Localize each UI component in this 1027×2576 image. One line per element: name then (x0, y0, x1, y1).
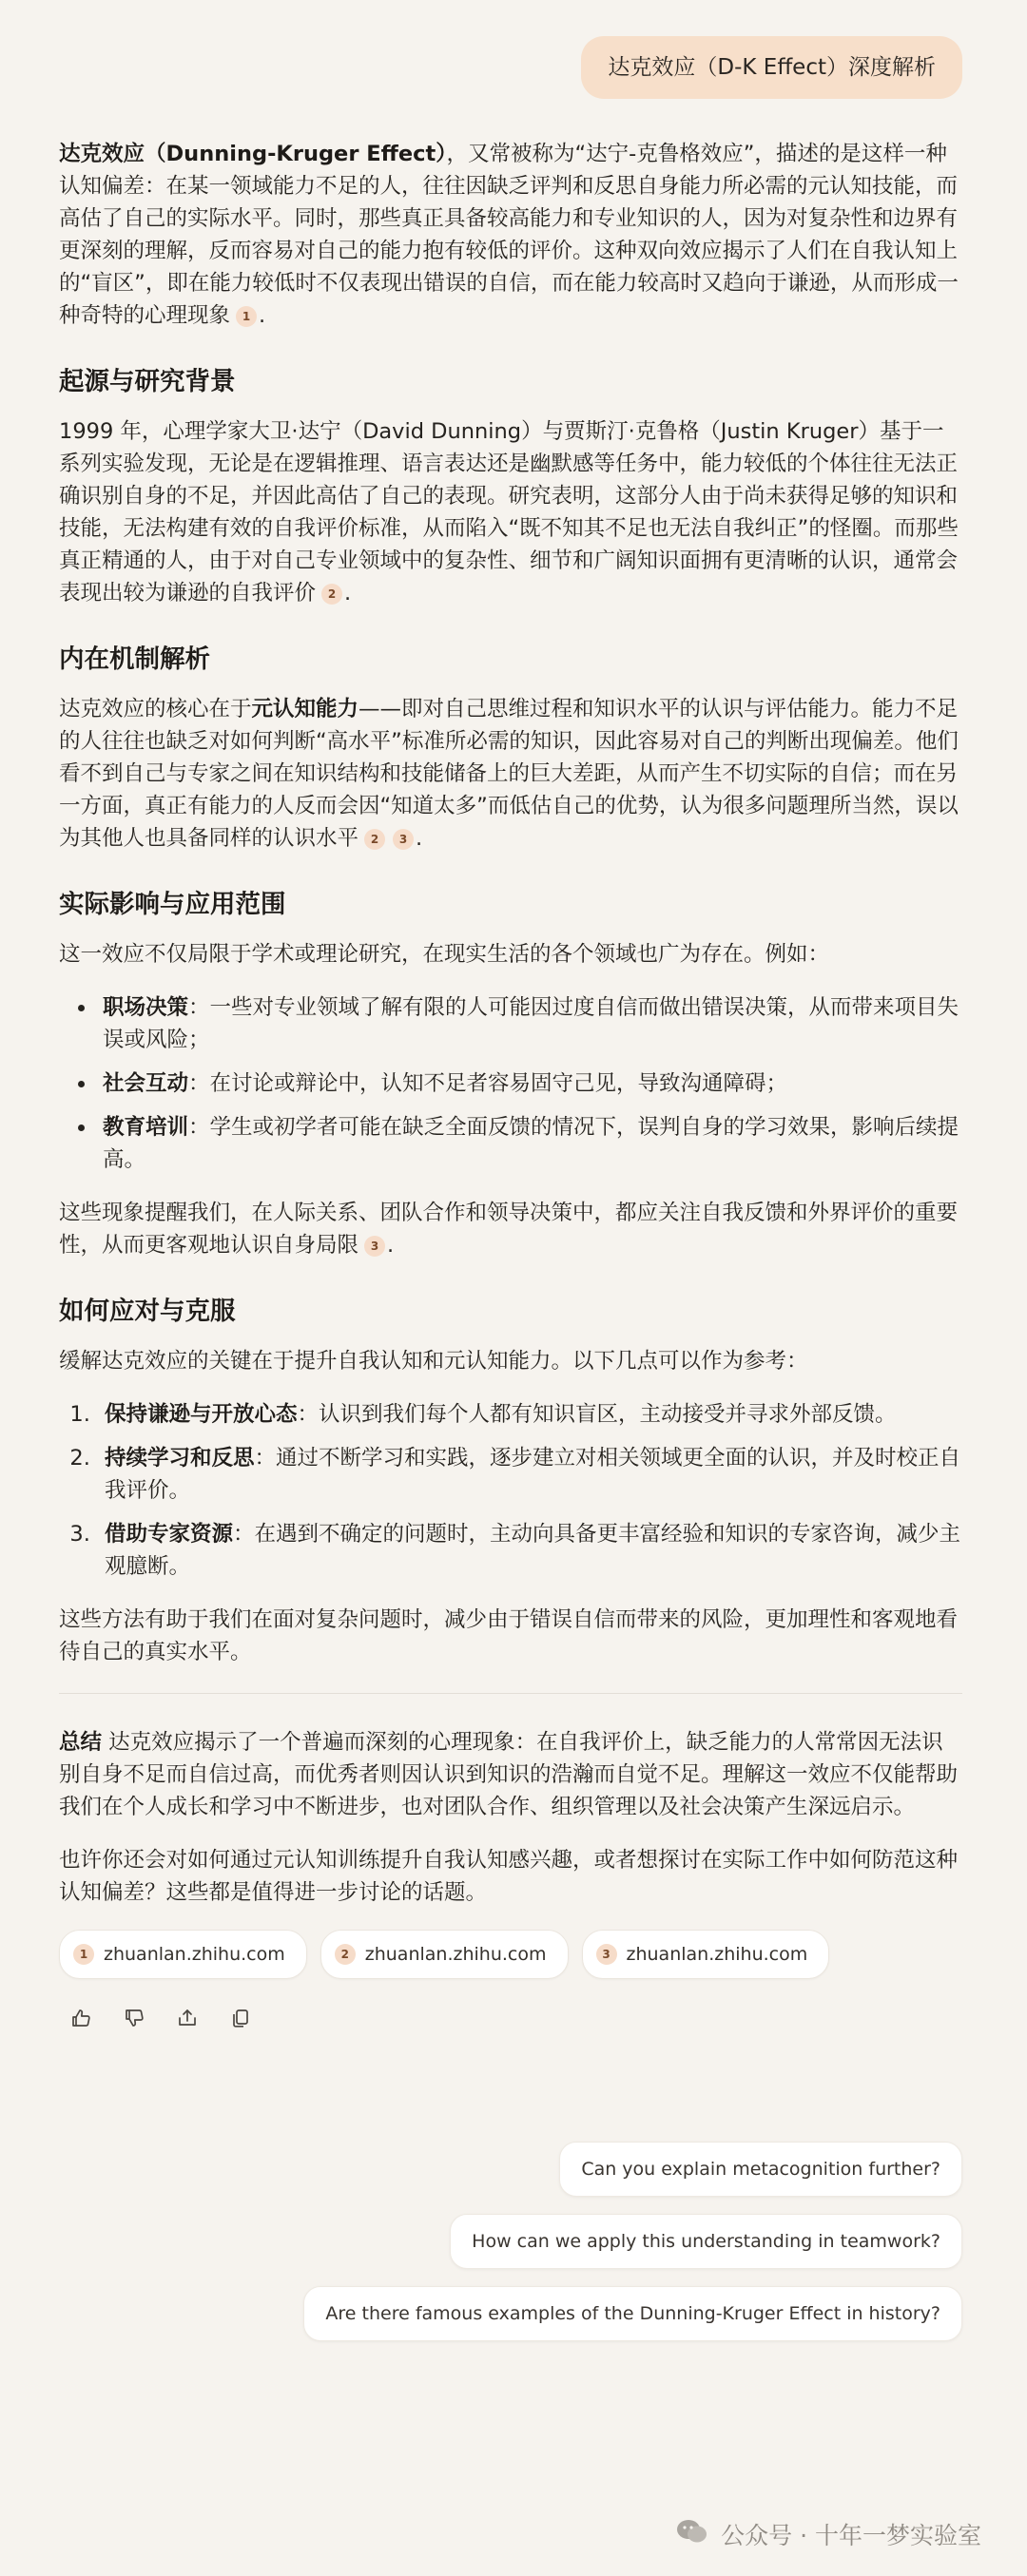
summary-paragraph (59, 1726, 962, 1823)
list-item-label: 保持谦逊与开放心态 (105, 1402, 298, 1427)
assistant-response (59, 138, 962, 2030)
mechanism-pre: 达克效应的核心在于 (59, 697, 252, 721)
citation-badge[interactable]: 1 (236, 306, 257, 327)
impact-list (59, 991, 962, 1176)
list-item (97, 1518, 962, 1583)
source-domain: zhuanlan.zhihu.com (104, 1944, 285, 1965)
origin-text: 1999 年，心理学家大卫·达宁（David Dunning）与贾斯汀·克鲁格（Justin Kruger）基于一系列实验发现，无论是在逻辑推理、语言表达还是幽默感等任务中，能力较低的个体往往无法正确识别自身的不足，并因此高估了自己的表现。研究表明，这部分人由于尚未获得足够的知识和技能，无法构建有效的自我评价标准，从而陷入“既不知其不足也无法自我纠正”的怪圈。而那些真正精通的人，由于对自己专业领域中的复杂性、细节和广阔知识面拥有更清晰的认识，通常会表现出较为谦逊的自我评价 (59, 419, 959, 606)
citation-badge[interactable]: 2 (321, 584, 342, 605)
watermark-text: 公众号 · 十年一梦实验室 (721, 2522, 981, 2549)
section-impact-heading: 实际影响与应用范围 (59, 890, 286, 919)
intro-term: 达克效应（Dunning-Kruger Effect） (59, 142, 447, 166)
suggestion-button[interactable]: How can we apply this understanding in teamwork? (450, 2214, 962, 2269)
source-chip[interactable] (320, 1930, 569, 1979)
list-item-text: ：认识到我们每个人都有知识盲区，主动接受并寻求外部反馈。 (297, 1402, 897, 1427)
section-coping-intro: 缓解达克效应的关键在于提升自我认知和元认知能力。以下几点可以作为参考： (59, 1349, 808, 1374)
mechanism-text: ——即对自己思维过程和知识水平的认识与评估能力。能力不足的人往往也缺乏对如何判断“高水平”标准所必需的知识，因此容易对自己的判断出现偏差。他们看不到自己与专家之间在知识结构和技能储备上的巨大差距，从而产生不切实际的自信；而在另一方面，真正有能力的人反而会因“知道太多”而低估自己的优势，认为很多问题理所当然，误以为其他人也具备同样的认识水平 (59, 697, 959, 851)
origin-end: . (344, 581, 352, 606)
list-item (97, 1111, 962, 1176)
thumbs-down-icon[interactable] (122, 2006, 146, 2030)
suggestion-button[interactable]: Are there famous examples of the Dunning-Kruger Effect in history? (303, 2286, 962, 2341)
citation-badge[interactable]: 2 (364, 829, 385, 850)
summary-label: 总结 (59, 1730, 103, 1755)
list-item-label: 持续学习和反思 (105, 1446, 255, 1471)
source-domain: zhuanlan.zhihu.com (626, 1944, 808, 1965)
section-coping-heading: 如何应对与克服 (59, 1297, 236, 1326)
source-list (59, 1930, 962, 1979)
list-item-label: 借助专家资源 (105, 1522, 234, 1547)
coping-list (59, 1398, 962, 1583)
wechat-icon (675, 2517, 709, 2551)
section-impact-intro: 这一效应不仅局限于学术或理论研究，在现实生活的各个领域也广为存在。例如： (59, 942, 830, 967)
citation-badge[interactable]: 3 (364, 1236, 385, 1257)
intro-end: . (259, 303, 266, 328)
suggested-prompts (303, 2142, 962, 2341)
list-item-label: 职场决策 (103, 995, 189, 1020)
thumbs-up-icon[interactable] (68, 2006, 93, 2030)
section-mechanism-heading: 内在机制解析 (59, 644, 210, 674)
section-coping-outro: 这些方法有助于我们在面对复杂问题时，减少由于错误自信而带来的风险，更加理性和客观地看待自己的真实水平。 (59, 1607, 959, 1664)
list-item-text: ：在讨论或辩论中，认知不足者容易固守己见，导致沟通障碍； (188, 1071, 788, 1096)
list-item-text: ：在遇到不确定的问题时，主动向具备更丰富经验和知识的专家咨询，减少主观臆断。 (105, 1522, 961, 1579)
impact-end: . (387, 1233, 395, 1258)
summary-text: 达克效应揭示了一个普遍而深刻的心理现象：在自我评价上，缺乏能力的人常常因无法识别自身不足而自信过高，而优秀者则因认识到知识的浩瀚而自觉不足。理解这一效应不仅能帮助我们在个人成长和学习中不断进步，也对团队合作、组织管理以及社会决策产生深远启示。 (59, 1730, 959, 1819)
list-item-label: 教育培训 (103, 1115, 189, 1140)
source-chip[interactable] (582, 1930, 830, 1979)
list-item (97, 1442, 962, 1507)
source-number: 2 (335, 1944, 356, 1965)
source-domain: zhuanlan.zhihu.com (364, 1944, 547, 1965)
intro-text: ，又常被称为“达宁-克鲁格效应”，描述的是这样一种认知偏差：在某一领域能力不足的人，往往因缺乏评判和反思自身能力所必需的元认知技能，而高估了自己的实际水平。同时，那些真正具备较高能力和专业知识的人，因为对复杂性和边界有更深刻的理解，反而容易对自己的能力抱有较低的评价。这种双向效应揭示了人们在自我认知上的“盲区”，即在能力较低时不仅表现出错误的自信，而在能力较高时又趋向于谦逊，从而形成一种奇特的心理现象 (59, 142, 959, 328)
section-origin-text (59, 415, 962, 609)
section-origin-heading: 起源与研究背景 (59, 367, 236, 396)
watermark (675, 2517, 981, 2551)
mechanism-end: . (416, 826, 423, 851)
list-item-text: ：一些对专业领域了解有限的人可能因过度自信而做出错误决策，从而带来项目失误或风险； (103, 995, 959, 1052)
intro-paragraph (59, 138, 962, 332)
section-mechanism-text (59, 693, 962, 855)
source-number: 1 (73, 1944, 94, 1965)
list-item (97, 1067, 962, 1100)
mechanism-bold: 元认知能力 (251, 697, 359, 721)
list-item (97, 991, 962, 1056)
message-actions (59, 2006, 962, 2030)
suggestion-button[interactable]: Can you explain metacognition further? (559, 2142, 962, 2197)
followup-paragraph: 也许你还会对如何通过元认知训练提升自我认知感兴趣，或者想探讨在实际工作中如何防范这种认知偏差？这些都是值得进一步讨论的话题。 (59, 1848, 959, 1905)
user-message-bubble: 达克效应（D-K Effect）深度解析 (581, 36, 962, 99)
copy-icon[interactable] (228, 2006, 253, 2030)
list-item-text: ：通过不断学习和实践，逐步建立对相关领域更全面的认识，并及时校正自我评价。 (105, 1446, 961, 1503)
list-item (97, 1398, 962, 1431)
divider (59, 1693, 962, 1694)
source-chip[interactable] (59, 1930, 307, 1979)
citation-badge[interactable]: 3 (393, 829, 414, 850)
share-icon[interactable] (175, 2006, 200, 2030)
section-impact-outro (59, 1197, 962, 1261)
impact-outro-text: 这些现象提醒我们，在人际关系、团队合作和领导决策中，都应关注自我反馈和外界评价的重要性，从而更客观地认识自身局限 (59, 1201, 959, 1258)
list-item-label: 社会互动 (103, 1071, 189, 1096)
source-number: 3 (596, 1944, 617, 1965)
list-item-text: ：学生或初学者可能在缺乏全面反馈的情况下，误判自身的学习效果，影响后续提高。 (103, 1115, 959, 1172)
